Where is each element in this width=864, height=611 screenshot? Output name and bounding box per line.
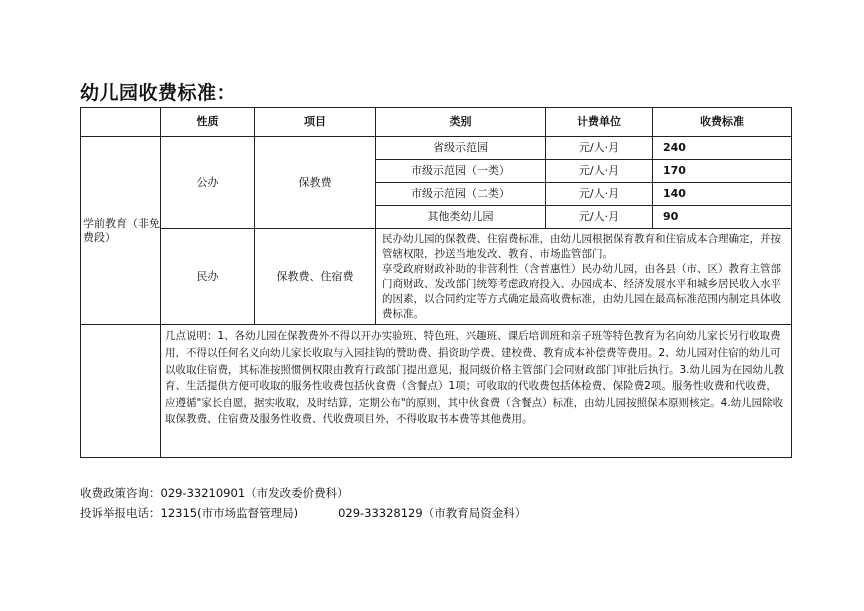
private-paragraph-1: 民办幼儿园的保教费、住宿费标准，由幼儿园根据保育教育和住宿成本合理确定，并按管辖权限，抄送当地发改、教育、市场监管部门。: [382, 233, 781, 260]
header-cell-nature: 性质: [161, 108, 255, 137]
policy-label: 收费政策咨询：: [80, 486, 161, 500]
complaint-phone-1: 12315(市市场监督管理局): [160, 506, 299, 520]
policy-org: （市发改委价费科）: [245, 486, 349, 500]
unit-cell: 元/人·月: [546, 160, 653, 183]
private-paragraph-2: 享受政府财政补助的非营利性（含普惠性）民办幼儿园，由各县（市、区）教育主管部门商财政、发改部门统筹考虑政府投入、办园成本、经济发展水平和城乡居民收入水平的因素，以合同约定等方式确定最高收费标准，由幼儿园在最高标准范围内制定具体收费标准。: [382, 262, 781, 320]
header-cell-fee: 收费标准: [653, 108, 792, 137]
table-header-row: [81, 108, 792, 137]
header-cell-unit: 计费单位: [546, 108, 653, 137]
header-cell-stage: [81, 108, 161, 137]
notes-cell: 几点说明：1、各幼儿园在保教费外不得以开办实验班、特色班、兴趣班、课后培训班和亲子班等特色教育为名向幼儿家长另行收取费用，不得以任何名义向幼儿家长收取与入园挂钩的赞助费、捐资助学费、建校费、教育成本补偿费等费用。2、幼儿园对住宿的幼儿可以收取住宿费，其标准按照惯例权限由教育行政部门提出意见，报同级价格主管部门会同财政部门审批后执行。3.幼儿园为在园幼儿教育、生活提供方便可收取的服务性收费包括伙食费（含餐点）1项；可收取的代收费包括体检费、保险费2项。服务性收费和代收费，应遵循"家长自愿，据实收取，及时结算，定期公布"的原则，其中伙食费（含餐点）标准，由幼儿园按照保本原则核定。4.幼儿园除收取保教费、住宿费及服务性收费、代收费项目外，不得收取书本费等其他费用。: [161, 325, 792, 458]
policy-phone: 029-33210901: [160, 486, 246, 500]
unit-cell: 元/人·月: [546, 183, 653, 206]
notes-blank-cell: [81, 325, 161, 458]
private-description-cell: [376, 229, 792, 325]
header-cell-category: 类别: [376, 108, 546, 137]
table-row: [81, 229, 792, 325]
category-cell: 省级示范园: [376, 137, 546, 160]
page-title: 幼儿园收费标准：: [80, 82, 237, 104]
fee-cell: 140: [653, 183, 792, 206]
category-cell: 其他类幼儿园: [376, 206, 546, 229]
contact-footer: [80, 483, 526, 523]
unit-cell: 元/人·月: [546, 206, 653, 229]
category-cell: 市级示范园（一类）: [376, 160, 546, 183]
table-row: [81, 137, 792, 160]
header-cell-item: 项目: [255, 108, 376, 137]
complaint-line: [80, 503, 526, 523]
policy-consult-line: [80, 483, 526, 503]
complaint-label: 投诉举报电话：: [80, 506, 161, 520]
fee-standard-table: [80, 107, 792, 458]
private-item-cell: 保教费、住宿费: [255, 229, 376, 325]
unit-cell: 元/人·月: [546, 137, 653, 160]
notes-row: [81, 325, 792, 458]
fee-cell: 170: [653, 160, 792, 183]
public-item-cell: 保教费: [255, 137, 376, 229]
category-cell: 市级示范园（二类）: [376, 183, 546, 206]
private-nature-cell: 民办: [161, 229, 255, 325]
fee-cell: 240: [653, 137, 792, 160]
public-nature-cell: 公办: [161, 137, 255, 229]
fee-cell: 90: [653, 206, 792, 229]
complaint-phone-2: 029-33328129: [338, 506, 423, 520]
stage-cell: 学前教育（非免费段）: [81, 137, 161, 325]
complaint-org-2: （市教育局资金科）: [422, 506, 527, 520]
